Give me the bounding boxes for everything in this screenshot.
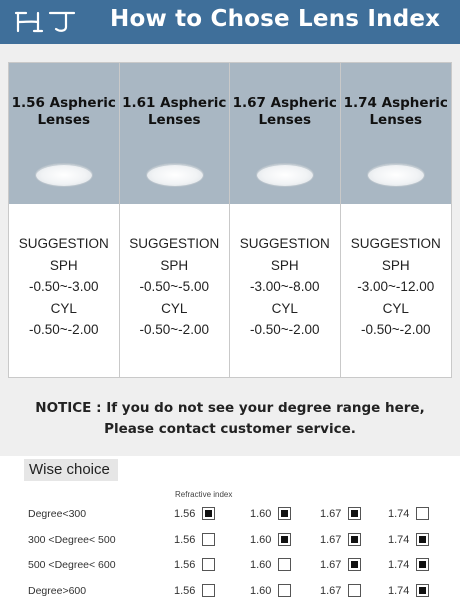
index-value: 1.60: [250, 507, 272, 520]
checked-box-icon: [278, 507, 291, 520]
lens-column-156: [9, 63, 120, 377]
index-value: 1.67: [320, 558, 342, 571]
degree-range-label: 300 <Degree< 500: [28, 534, 116, 546]
empty-box-icon: [278, 584, 291, 597]
lens-suggestion: SUGGESTION SPH -0.50~-3.00 CYL -0.50~-2.00: [18, 236, 109, 337]
lens-header-cell: [9, 63, 119, 204]
index-option: [174, 584, 215, 597]
empty-box-icon: [202, 584, 215, 597]
index-value: 1.67: [320, 533, 342, 546]
lens-header-cell: [341, 63, 452, 204]
lens-title: 1.74 Aspheric Lenses: [343, 95, 448, 128]
degree-row: [0, 506, 460, 526]
index-value: 1.60: [250, 584, 272, 597]
index-value: 1.67: [320, 507, 342, 520]
lens-title: 1.56 Aspheric Lenses: [11, 95, 116, 128]
index-option: [250, 507, 291, 520]
lens-image: [146, 163, 204, 187]
checked-box-icon: [416, 584, 429, 597]
index-option: [174, 558, 215, 571]
lens-header-cell: [120, 63, 230, 204]
lens-title: 1.61 Aspheric Lenses: [122, 95, 227, 128]
lens-image: [35, 163, 93, 187]
refractive-index-label: Refractive index: [175, 490, 233, 499]
lens-column-174: [341, 63, 452, 377]
index-option: [250, 558, 291, 571]
index-option: [174, 533, 215, 546]
index-value: 1.56: [174, 533, 196, 546]
lens-column-161: [120, 63, 231, 377]
index-option: [320, 533, 361, 546]
index-option: [320, 507, 361, 520]
empty-box-icon: [278, 558, 291, 571]
lens-header-cell: [230, 63, 340, 204]
checked-box-icon: [416, 533, 429, 546]
lens-image: [256, 163, 314, 187]
lens-image: [367, 163, 425, 187]
checked-box-icon: [202, 507, 215, 520]
lens-suggestion: SUGGESTION SPH -3.00~-8.00 CYL -0.50~-2.00: [239, 236, 330, 337]
lens-suggestion: SUGGESTION SPH -0.50~-5.00 CYL -0.50~-2.00: [129, 236, 220, 337]
index-option: [388, 507, 429, 520]
index-value: 1.74: [388, 558, 410, 571]
index-value: 1.74: [388, 507, 410, 520]
degree-range-label: 500 <Degree< 600: [28, 559, 116, 571]
degree-range-label: Degree<300: [28, 508, 87, 520]
index-value: 1.74: [388, 584, 410, 597]
lens-suggestion: SUGGESTION SPH -3.00~-12.00 CYL -0.50~-2.00: [350, 236, 441, 337]
degree-row: [0, 532, 460, 552]
page-title: How to Chose Lens Index: [110, 6, 441, 32]
index-option: [388, 533, 429, 546]
degree-range-label: Degree>600: [28, 585, 87, 597]
index-value: 1.74: [388, 533, 410, 546]
empty-box-icon: [416, 507, 429, 520]
notice-text: NOTICE : If you do not see your degree range here, Please contact customer service.: [35, 400, 425, 437]
checked-box-icon: [348, 558, 361, 571]
index-value: 1.56: [174, 558, 196, 571]
index-option: [174, 507, 215, 520]
brand-logo: [14, 9, 94, 35]
empty-box-icon: [348, 584, 361, 597]
checked-box-icon: [348, 507, 361, 520]
index-option: [250, 584, 291, 597]
index-option: [320, 584, 361, 597]
degree-row: [0, 557, 460, 577]
index-value: 1.60: [250, 533, 272, 546]
empty-box-icon: [202, 533, 215, 546]
header-banner: [0, 0, 460, 44]
degree-row: [0, 583, 460, 603]
wise-choice-label: Wise choice: [24, 459, 118, 481]
index-value: 1.56: [174, 584, 196, 597]
lens-column-167: [230, 63, 341, 377]
index-value: 1.67: [320, 584, 342, 597]
empty-box-icon: [202, 558, 215, 571]
checked-box-icon: [416, 558, 429, 571]
index-option: [320, 558, 361, 571]
checked-box-icon: [348, 533, 361, 546]
index-value: 1.56: [174, 507, 196, 520]
lens-title: 1.67 Aspheric Lenses: [232, 95, 337, 128]
index-option: [250, 533, 291, 546]
index-option: [388, 584, 429, 597]
index-value: 1.60: [250, 558, 272, 571]
lens-index-table: [8, 62, 452, 378]
checked-box-icon: [278, 533, 291, 546]
index-option: [388, 558, 429, 571]
